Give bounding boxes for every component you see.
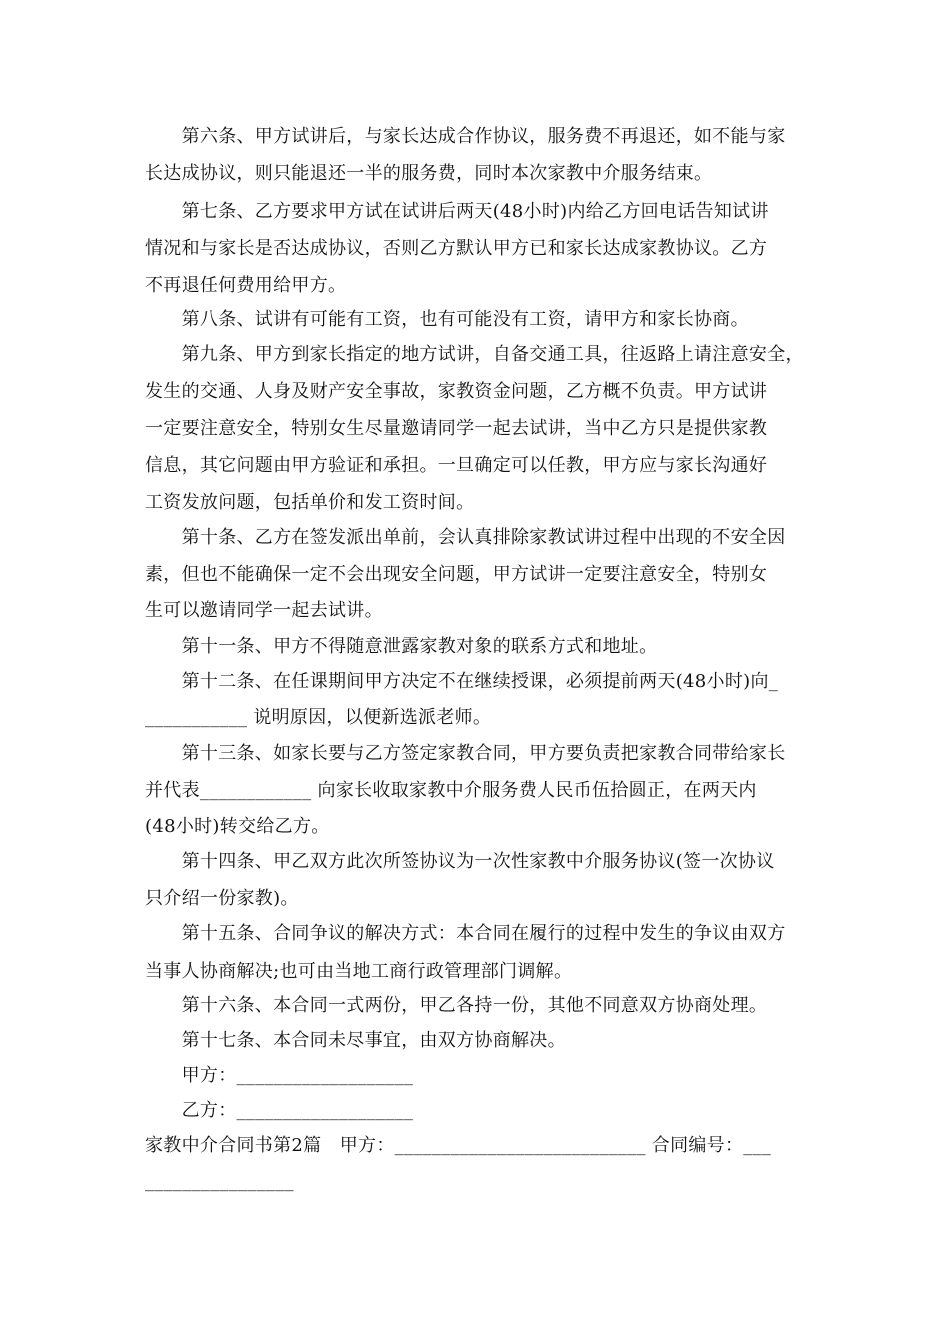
text-line: 第九条、甲方到家长指定的地方试讲，自备交通工具，往返路上请注意安全， bbox=[145, 344, 804, 365]
party-a-signature-line: 甲方：___________________ bbox=[145, 1065, 414, 1086]
party-b-signature-line: 乙方：___________________ bbox=[145, 1100, 414, 1121]
text-line: 发生的交通、人身及财产安全事故，家教资金问题，乙方概不负责。甲方试讲 bbox=[145, 381, 768, 402]
text-line: 第六条、甲方试讲后，与家长达成合作协议，服务费不再退还，如不能与家 bbox=[145, 126, 786, 147]
text-line: 情况和与家长是否达成协议，否则乙方默认甲方已和家长达成家教协议。乙方 bbox=[145, 238, 768, 259]
text-line: 只介绍一份家教)。 bbox=[145, 888, 299, 909]
text-line: 第八条、试讲有可能有工资，也有可能没有工资，请甲方和家长协商。 bbox=[145, 309, 749, 330]
text-line: ___________ 说明原因，以便新选派老师。 bbox=[145, 707, 492, 728]
text-line: 工资发放问题，包括单价和发工资时间。 bbox=[145, 492, 475, 513]
text-line: 第十七条、本合同未尽事宜，由双方协商解决。 bbox=[145, 1030, 566, 1051]
text-line: 第十六条、本合同一式两份，甲乙各持一份，其他不同意双方协商处理。 bbox=[145, 995, 768, 1016]
text-line: 信息，其它问题由甲方验证和承担。一旦确定可以任教，甲方应与家长沟通好 bbox=[145, 455, 768, 476]
text-line: ________________ bbox=[145, 1171, 294, 1192]
text-line: 并代表____________ 向家长收取家教中介服务费人民币伍拾圆正，在两天内 bbox=[145, 780, 757, 801]
text-line: 当事人协商解决;也可由当地工商行政管理部门调解。 bbox=[145, 961, 573, 982]
text-line: 一定要注意安全，特别女生尽量邀请同学一起去试讲，当中乙方只是提供家教 bbox=[145, 418, 768, 439]
text-line: 第七条、乙方要求甲方试在试讲后两天(48小时)内给乙方回电话告知试讲 bbox=[145, 201, 769, 222]
text-line: 长达成协议，则只能退还一半的服务费，同时本次家教中介服务结束。 bbox=[145, 163, 713, 184]
contract-2-header-line: 家教中介合同书第2篇 甲方：___________________________ 合同编号：___ bbox=[145, 1135, 772, 1156]
text-line: 第十一条、甲方不得随意泄露家教对象的联系方式和地址。 bbox=[145, 636, 658, 657]
text-line: 第十五条、合同争议的解决方式：本合同在履行的过程中发生的争议由双方 bbox=[145, 923, 786, 944]
text-line: 第十条、乙方在签发派出单前，会认真排除家教试讲过程中出现的不安全因 bbox=[145, 527, 786, 548]
text-line: (48小时)转交给乙方。 bbox=[145, 816, 330, 837]
text-line: 生可以邀请同学一起去试讲。 bbox=[145, 600, 383, 621]
text-line: 不再退任何费用给甲方。 bbox=[145, 275, 347, 296]
text-line: 素，但也不能确保一定不会出现安全问题，甲方试讲一定要注意安全，特别女 bbox=[145, 564, 768, 585]
text-line: 第十二条、在任课期间甲方决定不在继续授课，必须提前两天(48小时)向_ bbox=[145, 671, 779, 692]
text-line: 第十三条、如家长要与乙方签定家教合同，甲方要负责把家教合同带给家长 bbox=[145, 743, 786, 764]
text-line: 第十四条、甲乙双方此次所签协议为一次性家教中介服务协议(签一次协议 bbox=[145, 851, 775, 872]
